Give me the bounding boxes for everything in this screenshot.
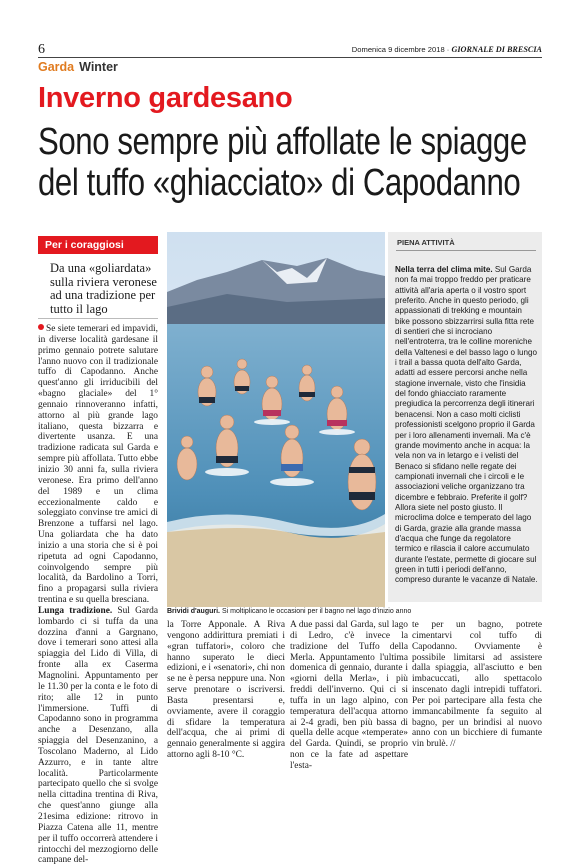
subhead-divider [38,318,158,319]
paragraph-text: Sul Garda lombardo ci si tuffa da una dozzina d'anni a Gargnano, dove i temerari sono attesi alla spiaggia del Lido di Villa, di fronte alla ex Caserma Magnolini. Appuntamento per le 11.30 per la conta e le foto di rito; alle 12 in punto l'immersione. Tuffi di Capodanno sono in programma anche a Desenzano, alla spiaggia del Desenzanino, a Toscolano Maderno, al Lido Azzurro, e in tante altre località. Particolarmente partecipato quello che si svolge nella cittadina trentina di Riva, che quest'anno giunge alla 21esima edizione: ritrovo in Piazza Catena alle 11, mentre per il tuffo occorrerà attendere i rintocchi del mezzogiorno delle campane del- [38,605,158,866]
article-headline [38,121,527,204]
bathers-photo-image [167,232,385,607]
photo-caption [167,608,412,615]
article-paragraph [38,606,158,866]
page-number: 6 [38,42,45,57]
article-paragraph: A due passi dal Garda, sul lago di Ledro, c'è invece la tradizione del Tuffo della Merla. Appuntamento l'ultima domenica di gennaio, durante i «giorni della Merla», i più freddi dell'inverno. Qui ci si tuffa in un lago alpino, con temperatura dell'acqua attorno ai 2-4 gradi, ben più bassa di quella delle acque «temperate» del Garda. Quindi, se proprio non ce la fate ad aspettare l'esta- [290,620,408,771]
caption-text: Si moltiplicano le occasioni per il bagno nel lago d'inizio anno [220,608,412,615]
article-paragraph: te per un bagno, potrete cimentarvi col tuffo di Capodanno. Ovviamente è possibile limitarsi ad assistere dalla spiaggia, all'asciutto e ben imbacuccati, allo spettacolo inscenato dagli intrepidi tuffatori. Per poi partecipare alla festa che immancabilmente fa seguito al bagno, per un brindisi al nuovo anno con un bicchiere di fumante vin brulè. // [412,620,542,750]
article-column-4 [412,620,542,791]
headline-line-2: del tuffo «ghiacciato» di Capodanno [38,162,521,204]
article-paragraph [38,324,158,606]
subhead-text: Da una «goliardata» sulla riviera veronese ad una tradizione per tutto il lago [50,261,157,316]
article-column-2 [167,620,285,791]
article-column-3 [290,620,408,791]
subhead-tag: Per i coraggiosi [38,236,158,254]
article-photo [167,232,385,607]
sidebar-body: Sul Garda non fa mai troppo freddo per praticare attività all'aria aperta o il vostro sport preferito. Anche in questo periodo, gli appassionati di trekking e mountain bike possono sbizzarrirsi sulla fitta rete di sentieri che si incrociano nell'entroterra, tra le colline moreniche della Valtenesi e del basso lago o lungo i trail a bassa quota dell'alto Garda, adatti ad essere percorsi anche nella stagione invernale, visto che l'insidia del fondo ghiacciato raramente pregiudica la percorrenza degli itinerari benacensi. Non a caso molti ciclisti professionisti scelgono proprio il Garda per i loro allenamenti invernali. Ma c'è grande movimento anche in acqua: la vela non va in letargo e i velisti del Benaco si sfidano nelle regate dei campionati invernali che i circoli e le associazioni veliche organizzano tra dicembre e febbraio. Preferite il golf? Allora siete nel posto giusto. Il microclima dolce e temperato del lago di Garda, grazie alla grande massa d'acqua che funge da regolatore termico e rilascia il calore accumulato durante l'estate, permette di giocare sul green in tutti i periodi dell'anno, compreso durante le vacanze di Natale. [395,265,538,585]
sidebar-title: PIENA ATTIVITÀ [397,238,455,247]
headline-line-1: Sono sempre più affollate le spiagge [38,121,527,163]
header-rule [38,57,542,58]
page-header-dateline [330,45,542,54]
article-paragraph: la Torre Apponale. A Riva vengono addirittura premiati i «gran tuffatori», coloro che hanno superato le dieci edizioni, e i «senatori», chi non se ne è persa neppure una. Non serve prenotare o iscriversi. Basta presentarsi e, ovviamente, avere il coraggio di sfidare la temperatura dell'acqua, che ai primi di gennaio generalmente si aggira attorno agli 8-10 °C. [167,620,285,761]
paragraph-lead: Lunga tradizione. [38,605,113,616]
issue-date: Domenica 9 dicembre 2018 [351,45,445,54]
article-kicker: Inverno gardesano [38,82,293,114]
section-name-primary: Garda [38,60,75,74]
section-name-secondary: Winter [79,60,118,74]
newspaper-name: GIORNALE DI BRESCIA [451,45,542,54]
article-column-1 [38,324,158,866]
section-label [38,60,118,74]
caption-lead: Brividi d'auguri. [167,608,221,615]
sidebar-text [395,265,538,595]
bullet-dot-icon [38,324,44,330]
paragraph-text: Se siete temerari ed impavidi, in diverse località gardesane il primo gennaio potrete salutare l'anno nuovo con il tradizionale tuffo di Capodanno. Anche quest'anno gli irriducibili del «bagno glaciale» del 1° gennaio rinnoveranno infatti, attorno al più grande lago italiano, questa bizzarra e divertente usanza. E una tradizione radicata sul Garda e sempre più affollata. Tutto ebbe inizio 30 anni fa, sulla riviera veronese. Era primo dell'anno del 1989 e un clima eccezionalmente caldo e soleggiato convinse tre amici di Brenzone a tuffarsi nel lago. Una goliardata che ha dato inizio a una storia che si è poi ripetuta ad ogni Capodanno, coinvolgendo sempre più località, da Bardolino a Torri, fino a propagarsi sulla riviera trentina e su quella bresciana. [38,324,158,606]
header-separator: · [446,45,450,54]
sidebar-rule [396,250,536,251]
sidebar-lead: Nella terra del clima mite. [395,265,493,274]
